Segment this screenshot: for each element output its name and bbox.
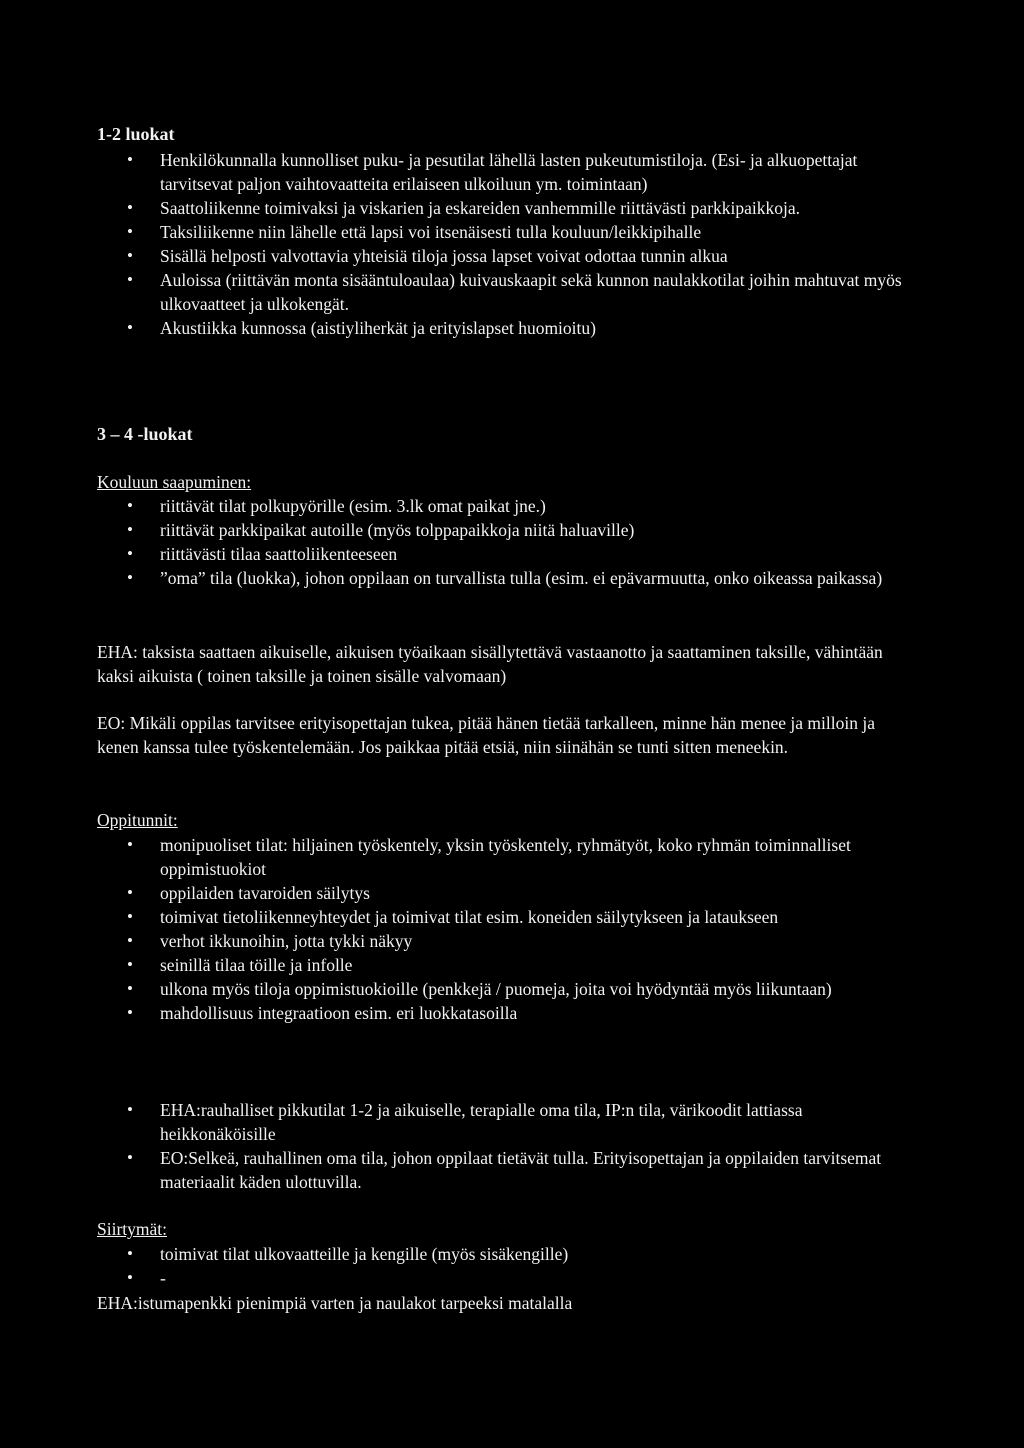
list-item: • ”oma” tila (luokka), johon oppilaan on turvallista tulla (esim. ei epävarmuutta, onko oikeassa paikassa) — [97, 566, 907, 590]
arrival-heading: Kouluun saapuminen: — [97, 472, 252, 492]
arrival-list — [97, 494, 907, 590]
list-item: • Taksiliikenne niin lähelle että lapsi voi itsenäisesti tulla kouluun/leikkipihalle — [97, 220, 907, 244]
transitions-list — [97, 1242, 907, 1290]
list-item: • riittävästi tilaa saattoliikenteeseen — [97, 542, 907, 566]
eha-paragraph: EHA: taksista saattaen aikuiselle, aikuisen työaikaan sisällytettävä vastaanotto ja saattaminen taksille, vähintään kaksi aikuista ( toinen taksille ja toinen sisälle valvomaan) — [97, 642, 883, 686]
list-item: • EO:Selkeä, rauhallinen oma tila, johon oppilaat tietävät tulla. Erityisopettajan ja oppilaiden tarvitsemat materiaalit käden ulottuvilla. — [97, 1146, 907, 1194]
transitions-footer: EHA:istumapenkki pienimpiä varten ja naulakot tarpeeksi matalalla — [97, 1293, 573, 1313]
list-item: • verhot ikkunoihin, jotta tykki näkyy — [97, 929, 907, 953]
list-item: • ulkona myös tiloja oppimistuokioille (penkkejä / puomeja, joita voi hyödyntää myös liikuntaan) — [97, 977, 907, 1001]
list-item: • mahdollisuus integraatioon esim. eri luokkatasoilla — [97, 1001, 907, 1025]
lessons-list — [97, 833, 907, 1025]
list-item: • riittävät parkkipaikat autoille (myös tolppapaikkoja niitä haluaville) — [97, 518, 907, 542]
list-item: • riittävät tilat polkupyörille (esim. 3.lk omat paikat jne.) — [97, 494, 907, 518]
list-item: • Henkilökunnalla kunnolliset puku- ja pesutilat lähellä lasten pukeutumistiloja. (Esi- ja alkuopettajat tarvitsevat paljon vaihtovaatteita erilaiseen ulkoiluun ym. toimintaan) — [97, 148, 907, 196]
lessons-special-list — [97, 1098, 907, 1194]
list-item: • monipuoliset tilat: hiljainen työskentely, yksin työskentely, ryhmätyöt, koko ryhmän toiminnalliset oppimistuokiot — [97, 833, 907, 881]
eo-paragraph: EO: Mikäli oppilas tarvitsee erityisopettajan tukea, pitää hänen tietää tarkalleen, minne hän menee ja milloin ja kenen kanssa tulee työskentelemään. Jos paikkaa pitää etsiä, niin siinähän se tunti sitten meneekin. — [97, 713, 875, 757]
list-item: • - — [97, 1266, 907, 1290]
list-item: • toimivat tilat ulkovaatteille ja kengille (myös sisäkengille) — [97, 1242, 907, 1266]
list-item: • Akustiikka kunnossa (aistiyliherkät ja erityislapset huomioitu) — [97, 316, 907, 340]
list-item: • Sisällä helposti valvottavia yhteisiä tiloja jossa lapset voivat odottaa tunnin alkua — [97, 244, 907, 268]
list-item: • Saattoliikenne toimivaksi ja viskarien ja eskareiden vanhemmille riittävästi parkkipaikkoja. — [97, 196, 907, 220]
section-heading-1-2: 1-2 luokat — [97, 124, 175, 144]
lessons-heading: Oppitunnit: — [97, 810, 178, 830]
section-1-2-list — [97, 148, 907, 340]
section-heading-3-4: 3 – 4 -luokat — [97, 424, 193, 444]
list-item: • Auloissa (riittävän monta sisääntuloaulaa) kuivauskaapit sekä kunnon naulakkotilat joihin mahtuvat myös ulkovaatteet ja ulkokengät. — [97, 268, 907, 316]
list-item: • toimivat tietoliikenneyhteydet ja toimivat tilat esim. koneiden säilytykseen ja lataukseen — [97, 905, 907, 929]
list-item: • EHA:rauhalliset pikkutilat 1-2 ja aikuiselle, terapialle oma tila, IP:n tila, värikoodit lattiassa heikkonäköisille — [97, 1098, 907, 1146]
transitions-heading: Siirtymät: — [97, 1219, 167, 1239]
list-item: • oppilaiden tavaroiden säilytys — [97, 881, 907, 905]
list-item: • seinillä tilaa töille ja infolle — [97, 953, 907, 977]
